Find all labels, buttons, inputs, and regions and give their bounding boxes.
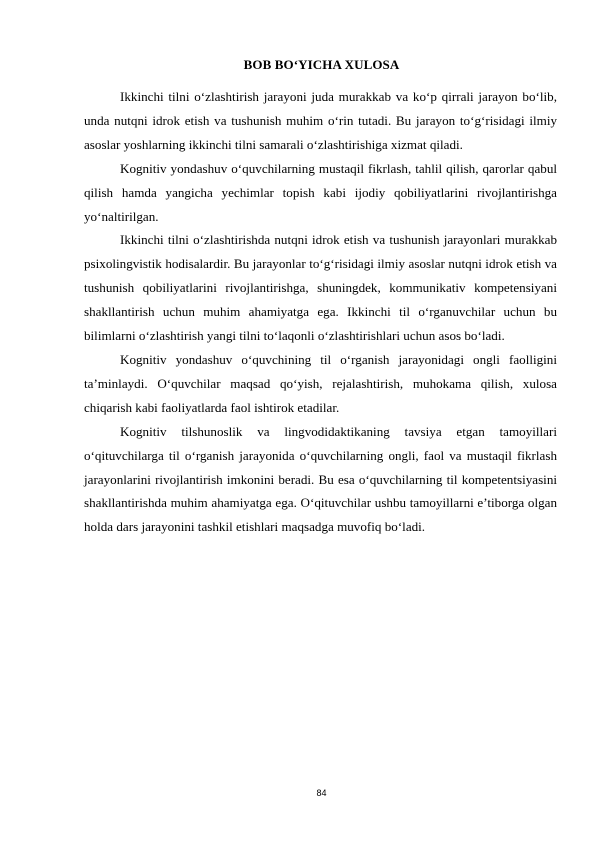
- paragraph: Kognitiv tilshunoslik va lingvodidaktikaning tavsiya etgan tamoyillari o‘qituvchilarga til o‘rganish jarayonida o‘quvchilarning ongli, faol va mustaqil fikrlash jarayonlarini rivojlantirish imkonini beradi. Bu esa o‘quvchilarning til kompetentsiyasini shakllantirishda muhim ahamiyatga ega. O‘qituvchilar ushbu tamoyillarni e’tiborga olgan holda dars jarayonini tashkil etishlari maqsadga muvofiq bo‘ladi.: [84, 423, 557, 535]
- paragraph: Ikkinchi tilni o‘zlashtirishda nutqni idrok etish va tushunish jarayonlari murakkab psixolingvistik hodisalardir. Bu jarayonlar to‘g‘risidagi ilmiy asoslar nutqni idrok etish va tushunish qobiliyatlarini rivojlantirishga, shuningdek, kommunikativ kompetensiyani shakllantirish uchun muhim ahamiyatga ega. Ikkinchi til o‘rganuvchilar uchun bu bilimlarni o‘zlashtirish yangi tilni to‘laqonli o‘zlashtirishlari uchun asos bo‘ladi.: [84, 232, 557, 344]
- paragraph: Ikkinchi tilni o‘zlashtirish jarayoni juda murakkab va ko‘p qirrali jarayon bo‘lib, unda nutqni idrok etish va tushunish muhim o‘rin tutadi. Bu jarayon to‘g‘risidagi ilmiy asoslar yoshlarning ikkinchi tilni samarali o‘zlashtirishiga xizmat qiladi.: [84, 89, 557, 152]
- body-text: [84, 85, 557, 539]
- paragraph: Kognitiv yondashuv o‘quvchining til o‘rganish jarayonidagi ongli faolligini ta’minlaydi. O‘quvchilar maqsad qo‘yish, rejalashtirish, muhokama qilish, xulosa chiqarish kabi faoliyatlarda faol ishtirok etadilar.: [84, 351, 557, 415]
- section-heading: BOB BO‘YICHA XULOSA: [243, 57, 400, 72]
- paragraph: Kognitiv yondashuv o‘quvchilarning mustaqil fikrlash, tahlil qilish, qarorlar qabul qilish hamda yangicha yechimlar topish kabi ijodiy qobiliyatlarini rivojlantirishga yo‘naltirilgan.: [84, 160, 557, 224]
- page-number: 84: [316, 788, 327, 798]
